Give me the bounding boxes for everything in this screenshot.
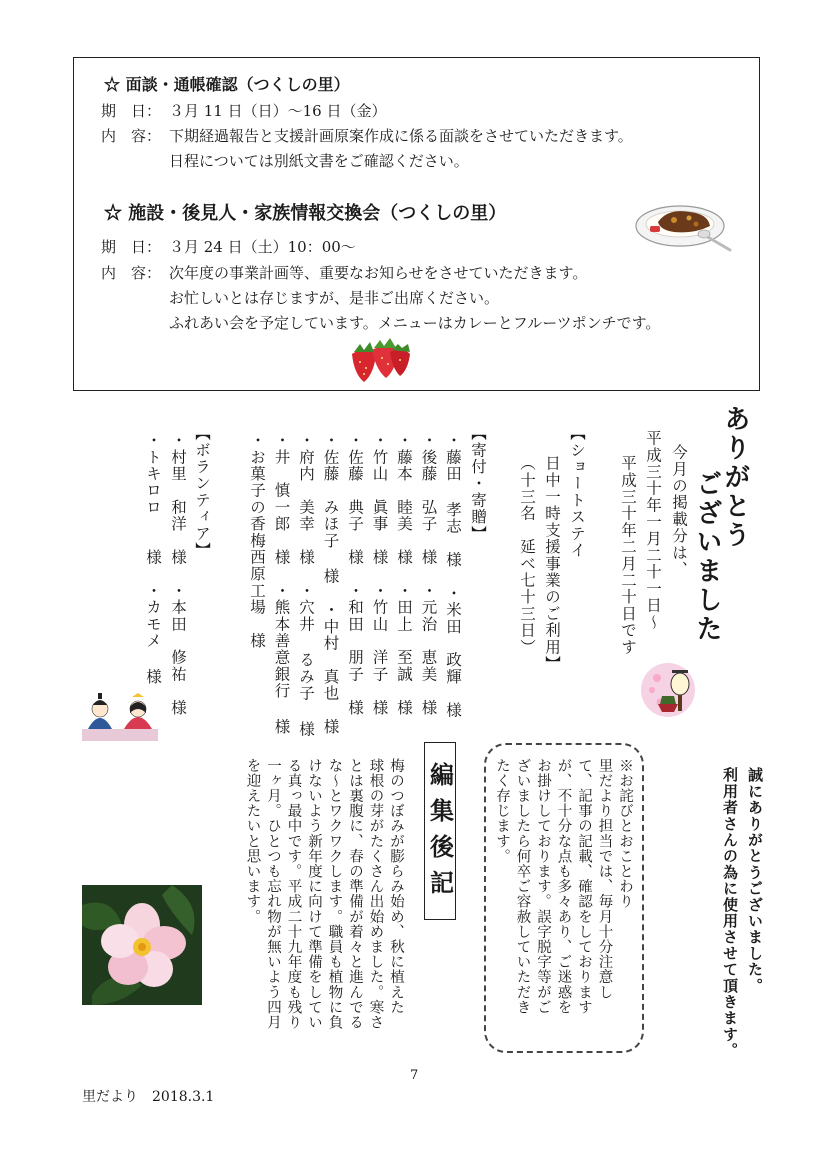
editor-note-line: る真っ最中です。平成二十九年度も残り	[285, 758, 302, 1030]
curry-plate-icon	[634, 196, 734, 260]
closing-line1: 利用者さんの為に使用させて頂きます。	[721, 767, 739, 1059]
event2-date-value: ３月 24 日（土）10：00～	[169, 238, 356, 256]
event2-content-label: 内 容：	[101, 264, 162, 282]
event2-content-line3: ふれあい会を予定しています。メニューはカレーとフルーツポンチです。	[169, 314, 661, 332]
event1-content-line2: 日程については別紙文書をご確認ください。	[169, 152, 469, 170]
editor-note-line: けないよう新年度に向けて準備をしてい	[306, 758, 322, 1030]
donor-line: ・竹山 眞事 様 ・竹山 洋子 様	[370, 432, 389, 716]
period-line3: 平成三十年二月二十日です	[619, 455, 637, 656]
editor-note-line: 一ヶ月。ひとつも忘れ物が無いよう四月	[265, 758, 281, 1030]
event2-content-line1: 次年度の事業計画等、重要なお知らせをさせていただきます。	[169, 264, 588, 282]
donor-line: ・お菓子の香梅西原工場 様	[248, 432, 266, 650]
apology-line: ※お詫びとおことわり	[617, 758, 633, 909]
donation-label: 【寄付・寄贈】	[469, 425, 487, 542]
strawberry-icon	[346, 336, 412, 384]
apology-line: お掛けしております。誤字脱字等がご	[535, 758, 551, 1015]
apology-line: て、記事の記載、確認をしております	[576, 758, 592, 1015]
donor-line: ・藤田 孝志 様 ・米田 政輝 様	[444, 432, 462, 719]
hina-lantern-icon	[640, 660, 700, 720]
editor-note-line: な～とワクワクします。職員も植物に負	[326, 758, 343, 1030]
event2-date-label: 期 日：	[101, 238, 162, 256]
editor-note-line: を迎えたいと思います。	[244, 758, 261, 925]
event1-title: ☆ 面談・通帳確認（つくしの里）	[104, 75, 350, 94]
apology-line: 里だより担当では、毎月十分注意し	[596, 758, 613, 1000]
event2-content	[101, 262, 587, 283]
editor-note-line: 球根の芽がたくさん出始めました。寒さ	[367, 758, 384, 1030]
donor-line: ・藤本 睦美 様 ・田上 至誠 様	[395, 432, 413, 716]
period-line2: 平成三十年一月二十一日～	[644, 430, 662, 631]
apology-line: たく存じます。	[494, 758, 510, 864]
donor-line: ・佐藤 典子 様 ・和田 朋子 様	[346, 432, 364, 716]
shortstay-count: （十三名 延べ七十三日）	[518, 455, 536, 656]
thanks-heading-line2: ございました	[692, 470, 722, 644]
event1-date-value: ３月 11 日（日）～16 日（金）	[169, 102, 387, 120]
event1-date-label: 期 日：	[101, 102, 162, 120]
apology-line: が、不十分な点も多々あり、ご迷惑を	[555, 758, 572, 1015]
editor-note-title: 編集後記	[424, 742, 456, 920]
donor-line: ・府内 美幸 様 ・穴井 るみ子 様	[297, 432, 315, 738]
volunteer-line: ・村里 和洋 様 ・本田 修祐 様	[169, 432, 187, 716]
notice-box	[73, 57, 760, 391]
camellia-flower-photo	[82, 885, 202, 1005]
donor-line: ・井 慎一郎 様 ・熊本善意銀行 様	[272, 432, 291, 736]
shortstay-line: 日中一時支援事業のご利用】	[543, 455, 561, 673]
shortstay-label: 【ショートステイ	[568, 425, 586, 559]
event1-content	[101, 125, 633, 146]
closing-line2: 誠にありがとうございました。	[746, 767, 764, 994]
volunteer-line: ・トキロロ 様 ・カモメ 様	[144, 432, 162, 685]
event1-date	[101, 100, 386, 121]
editor-note-line: とは裏腹に、春の準備が着々と進んでる	[347, 758, 363, 1030]
editor-note-line: 梅のつぼみが膨らみ始め、秋に植えた	[388, 758, 404, 1015]
newsletter-footer: 里だより 2018.3.1	[82, 1089, 215, 1105]
event2-content-line2: お忙しいとは存じますが、是非ご出席ください。	[169, 289, 500, 307]
donor-line: ・佐藤 みほ子 様 ・中村 真也 様	[321, 432, 340, 736]
hina-dolls-icon	[80, 685, 160, 745]
thanks-heading-line1: ありがとう	[720, 405, 750, 550]
period-line1: 今月の掲載分は、	[670, 444, 688, 578]
volunteer-label: 【ボランティア】	[193, 425, 211, 559]
event1-content-label: 内 容：	[101, 127, 162, 145]
event2-title: ☆ 施設・後見人・家族情報交換会（つくしの里）	[104, 203, 507, 224]
apology-line: ざいましたら何卒ご容赦していただき	[514, 758, 531, 1015]
page-number: 7	[410, 1068, 419, 1083]
event1-content-line1: 下期経過報告と支援計画原案作成に係る面談をさせていただきます。	[169, 127, 633, 145]
donor-line: ・後藤 弘子 様 ・元治 恵美 様	[419, 432, 438, 716]
event2-date	[101, 236, 356, 257]
